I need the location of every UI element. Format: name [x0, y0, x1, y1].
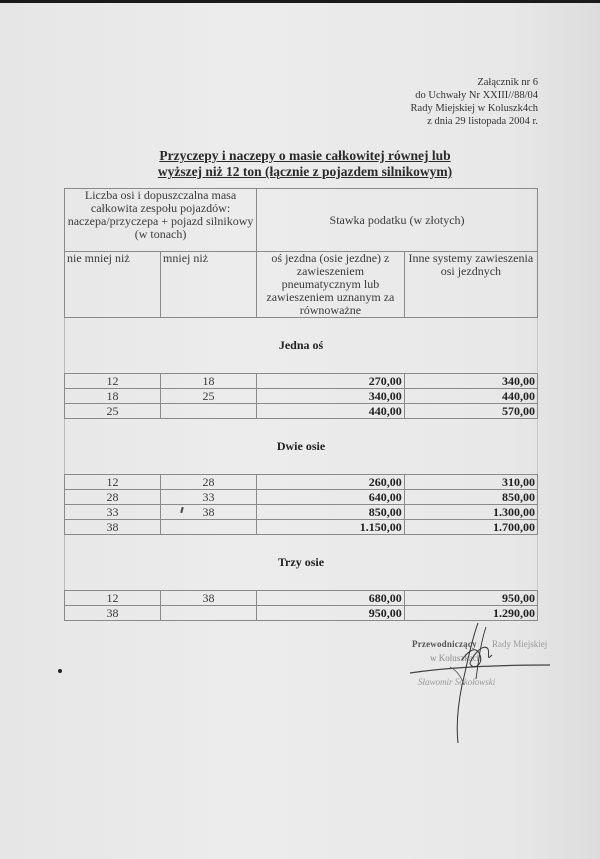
cell-max: 28	[161, 475, 257, 490]
section-row	[65, 535, 538, 591]
cell-max: 38	[161, 591, 257, 606]
col-header-other: Inne systemy zawieszenia osi jezdnych	[404, 252, 537, 318]
cell-other: 950,00	[404, 591, 537, 606]
scan-top-edge	[0, 0, 600, 3]
col-header-max: mniej niż	[161, 252, 257, 318]
table-row	[65, 374, 538, 389]
table-row	[65, 490, 538, 505]
cell-max: 38	[161, 505, 257, 520]
axles-weight-header: Liczba osi i dopuszczalna masa całkowita zespołu pojazdów: naczepa/przyczepa + pojazd silnikowy (w tonach)	[65, 189, 257, 252]
cell-min: 38	[65, 606, 161, 621]
cell-min: 25	[65, 404, 161, 419]
cell-min: 12	[65, 591, 161, 606]
section-row	[65, 419, 538, 475]
stamp-city: w Koluszkach	[430, 653, 482, 663]
cell-other: 310,00	[404, 475, 537, 490]
document-title	[140, 148, 470, 180]
attachment-header	[411, 76, 538, 128]
table-row	[65, 591, 538, 606]
cell-pneumatic: 1.150,00	[257, 520, 405, 535]
title-line-1: Przyczepy i naczepy o masie całkowitej równej lub	[159, 148, 451, 163]
stamp-title: Przewodniczący	[412, 639, 477, 649]
cell-min: 33	[65, 505, 161, 520]
stamp-council: Rady Miejskiej	[492, 639, 548, 649]
section-row	[65, 318, 538, 374]
cell-max	[161, 520, 257, 535]
cell-max	[161, 606, 257, 621]
table-row	[65, 404, 538, 419]
cell-pneumatic: 340,00	[257, 389, 405, 404]
cell-pneumatic: 950,00	[257, 606, 405, 621]
council-name: Rady Miejskiej w Koluszk4ch	[410, 103, 538, 114]
cell-pneumatic: 640,00	[257, 490, 405, 505]
tax-rate-table	[64, 188, 538, 621]
resolution-date: z dnia 29 listopada 2004 r.	[427, 116, 538, 127]
cell-pneumatic: 850,00	[257, 505, 405, 520]
cell-min: 18	[65, 389, 161, 404]
title-line-2: wyższej niż 12 ton (łącznie z pojazdem silnikowym)	[157, 164, 453, 179]
table-row	[65, 389, 538, 404]
cell-pneumatic: 260,00	[257, 475, 405, 490]
cell-min: 12	[65, 475, 161, 490]
scan-speck	[58, 669, 62, 673]
attachment-number: Załącznik nr 6	[477, 77, 538, 88]
cell-max: 25	[161, 389, 257, 404]
cell-other: 1.290,00	[404, 606, 537, 621]
cell-other: 850,00	[404, 490, 537, 505]
section-title: Jedna oś	[65, 318, 538, 374]
cell-other: 1.300,00	[404, 505, 537, 520]
cell-other: 1.700,00	[404, 520, 537, 535]
tax-rate-header: Stawka podatku (w złotych)	[257, 189, 538, 252]
section-title: Trzy osie	[65, 535, 538, 591]
cell-other: 440,00	[404, 389, 537, 404]
signature-block	[400, 615, 560, 745]
cell-pneumatic: 680,00	[257, 591, 405, 606]
handwritten-signature-icon	[400, 615, 560, 745]
table-group-header-row	[65, 189, 538, 252]
table-row	[65, 475, 538, 490]
cell-max	[161, 404, 257, 419]
cell-min: 12	[65, 374, 161, 389]
resolution-number: do Uchwały Nr XXIII//88/04	[415, 90, 538, 101]
cell-other: 570,00	[404, 404, 537, 419]
cell-pneumatic: 270,00	[257, 374, 405, 389]
col-header-min: nie mniej niż	[65, 252, 161, 318]
cell-pneumatic: 440,00	[257, 404, 405, 419]
cell-other: 340,00	[404, 374, 537, 389]
cell-min: 38	[65, 520, 161, 535]
cell-max: 33	[161, 490, 257, 505]
cell-max: 18	[161, 374, 257, 389]
table-row	[65, 505, 538, 520]
col-header-pneumatic: oś jezdna (osie jezdne) z zawieszeniem pneumatycznym lub zawieszeniem uznanym za równoważne	[257, 252, 405, 318]
cell-min: 28	[65, 490, 161, 505]
signatory-name: Sławomir Sokołowski	[418, 677, 496, 687]
section-title: Dwie osie	[65, 419, 538, 475]
table-column-header-row	[65, 252, 538, 318]
table-row	[65, 520, 538, 535]
